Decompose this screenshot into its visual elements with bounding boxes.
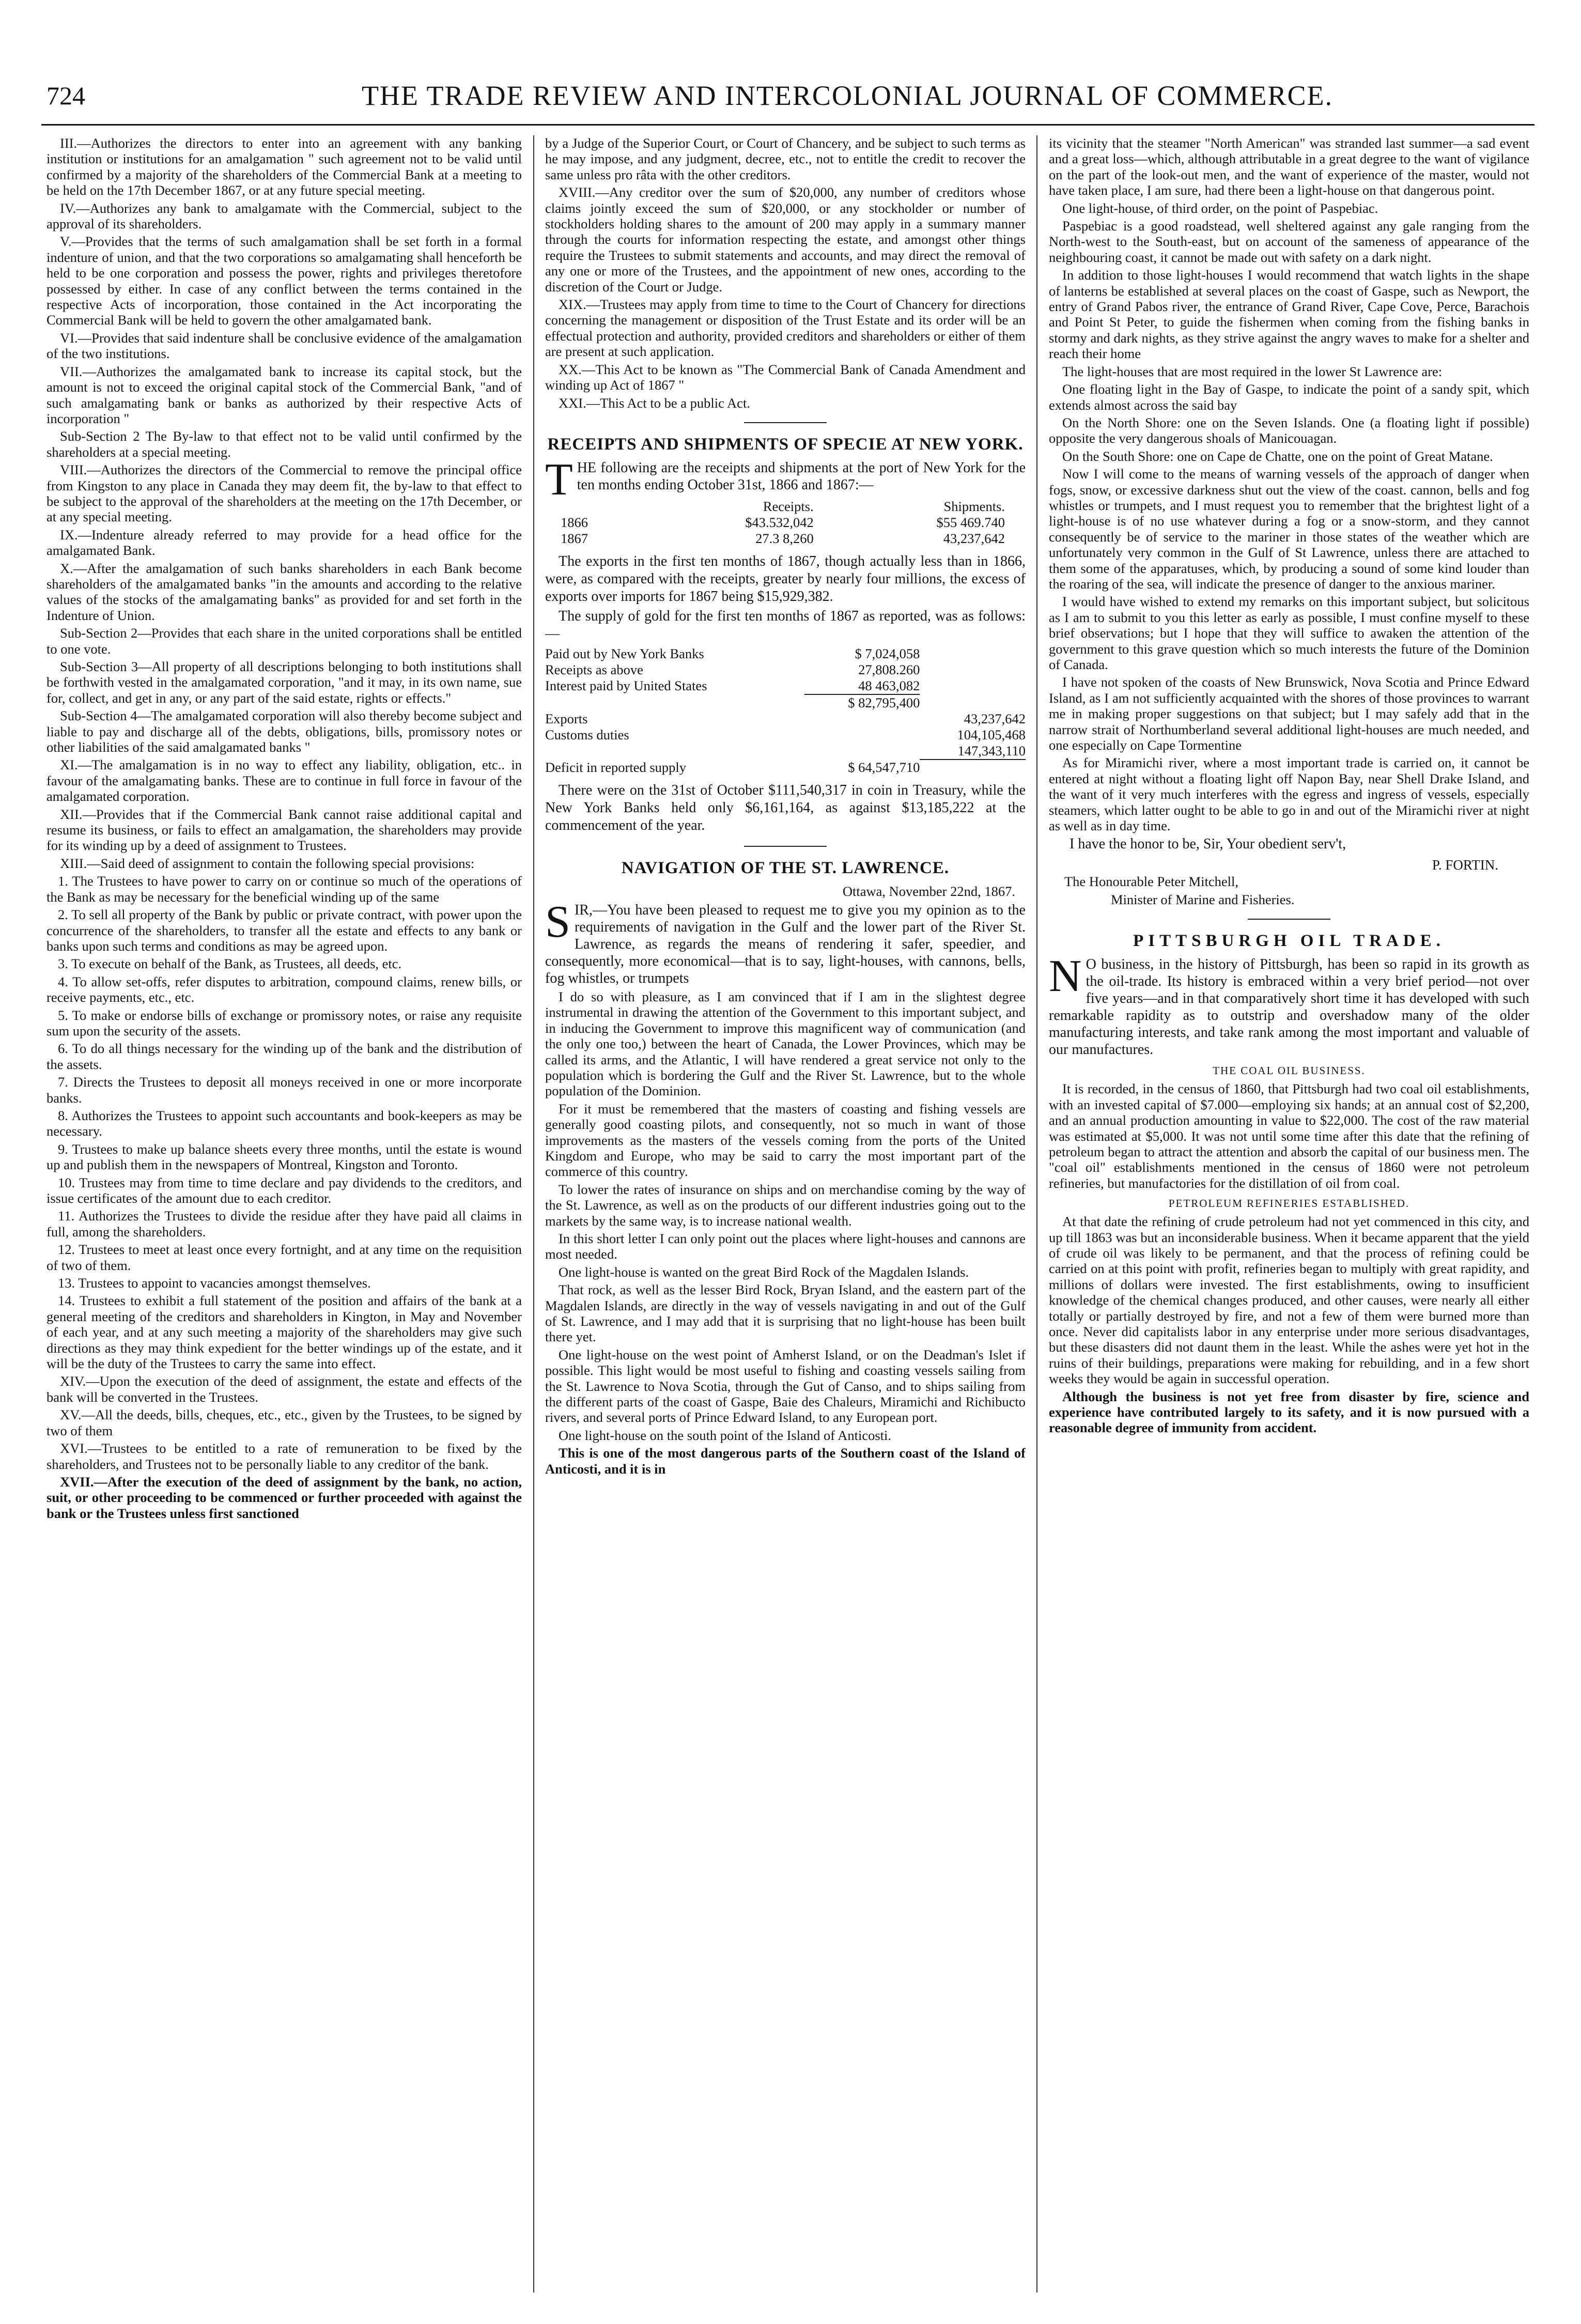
- clause-xii: XII.—Provides that if the Commercial Bank cannot raise additional capital and resume its business, or fails to effect an amalgamation, the shareholders may provide for its winding up by a deed of assignment to Trustees.: [47, 806, 522, 854]
- row-shipments: $55 469.740: [936, 514, 1005, 530]
- supply-label: Interest paid by United States: [545, 677, 707, 693]
- clause-x-sub3: Sub-Section 3—All property of all descriptions belonging to both institutions shall be forthwith vested in the amalgamated corporation, "and it may, in its own name, sue for, collect, and get in any, or any part of the said estate, rights or effects.": [47, 659, 522, 706]
- specie-intro: [545, 454, 1026, 505]
- navigation-para: I would have wished to extend my remarks on this important subject, but solicitous as I am to submit to you this letter as early as possible, I must confine myself to these brief observations; but I hope that they will suffice to awaken the attention of the government to this grave question which so much interests the future of the Dominion of Canada.: [1049, 594, 1529, 672]
- column-middle: [545, 135, 1026, 2295]
- oil-dropcap: N: [1049, 951, 1082, 1002]
- export-value: 104,105,468: [957, 726, 1026, 742]
- navigation-heading: NAVIGATION OF THE ST. LAWRENCE.: [621, 858, 950, 877]
- navigation-para: One light-house on the south point of the Island of Anticosti.: [559, 1427, 892, 1443]
- navigation-para: One light-house on the west point of Amherst Island, or on the Deadman's Islet if possible. This light would be most useful to fishing and coasting vessels sailing from the St. Lawrence to Nova Scotia, through the Gut of Canso, and to ships sailing from the different parts of the coast of Gaspe, Baie des Chaleurs, Miramichi and Richibucto rivers, and several ports of Prince Edward Island, to any European port.: [545, 1346, 1026, 1426]
- navigation-para-continued: its vicinity that the steamer "North American" was stranded last summer—a sad event and a great loss—which, although attributable in a great degree to the want of vigilance on the part of the look-out men, and the want of experience of the master, would not have taken place, I am sure, had there been a light-house on that dangerous point.: [1049, 135, 1529, 198]
- specie-para-coin: There were on the 31st of October $111,540,317 in coin in Treasury, while the New York Banks held only $6,161,164, as against $13,185,222 at the commencement of the year.: [545, 782, 1026, 833]
- clause-x-sub4: Sub-Section 4—The amalgamated corporation will also thereby become subject and liable to pay and discharge all of the debts, obligations, bills, promissory notes or other liabilities of the said amalgamated banks ": [47, 708, 522, 755]
- clause-vii: VII.—Authorizes the amalgamated bank to increase its capital stock, but the amount is not to exceed the original capital stock of the Commercial Bank, "and of such amalgamating bank or banks as authorized by their respective Acts of incorporation ": [47, 363, 522, 426]
- supply-label: Receipts as above: [545, 661, 643, 677]
- row-year: 1866: [561, 514, 588, 530]
- export-label: Exports: [545, 710, 588, 726]
- column-left: [47, 135, 522, 2295]
- specie-para-exports: The exports in the first ten months of 1867, though actually less than in 1866, were, as compared with the receipts, greater by nearly four millions, the excess of exports over imports for 1867 being $15,929,382.: [545, 553, 1026, 605]
- navigation-para: On the North Shore: one on the Seven Islands. One (a floating light if possible) opposite the very dangerous shoals of Manicouagan.: [1049, 414, 1529, 446]
- clause-x-sub2: Sub-Section 2—Provides that each share in the united corporations shall be entitled to one vote.: [47, 625, 522, 657]
- clause-v: V.—Provides that the terms of such amalgamation shall be set forth in a formal indenture of union, and that the two corporations so amalgamating shall henceforth be held to be one corporation and possess the power, rights and privileges theretofore possessed by either. In case of any conflict between the terms contained in the respective Acts of incorporation, those contained in the Act incorporating the Commercial Bank will be held to govern the other amalgamated bank.: [47, 234, 522, 328]
- row-receipts: 27.3 8,260: [755, 530, 814, 546]
- provision-item: 4. To allow set-offs, refer disputes to arbitration, compound claims, renew bills, or receive payments, etc., etc.: [47, 973, 522, 1005]
- provision-item: 9. Trustees to make up balance sheets every three months, until the estate is wound up and publish them in the newspapers of Montreal, Kingston and Toronto.: [47, 1141, 522, 1173]
- navigation-intro-text: IR,—You have been pleased to request me to give you my opinion as to the requirements of navigation in the Gulf and the lower part of the River St. Lawrence, as regards the means of rendering it safer, speedier, and consequently, more economical—that is to say, light-houses, with cannons, bells, fog whistles, or trumpets: [545, 902, 1026, 986]
- provision-item: 12. Trustees to meet at least once every fortnight, and at any time on the requisition of two of them.: [47, 1242, 522, 1273]
- supply-value: 48 463,082: [804, 678, 920, 694]
- clause-iv: IV.—Authorizes any bank to amalgamate with the Commercial, subject to the approval of its shareholders.: [47, 200, 522, 232]
- refineries-para-end: Although the business is not yet free from disaster by fire, science and experience have contributed largely to its safety, and it is now pursued with a reasonable degree of immunity from accident.: [1049, 1388, 1529, 1436]
- section-rule: [744, 422, 827, 423]
- navigation-para: One light-house is wanted on the great Bird Rock of the Magdalen Islands.: [559, 1264, 969, 1280]
- row-shipments: 43,237,642: [943, 530, 1005, 546]
- header-rule: [41, 124, 1535, 126]
- supply-total: $ 82,795,400: [848, 694, 920, 710]
- column-right: [1049, 135, 1529, 2295]
- oil-intro: [1049, 951, 1529, 1058]
- navigation-para: One floating light in the Bay of Gaspe, to indicate the point of a sandy spit, which extends almost across the said bay: [1049, 381, 1529, 413]
- provision-item: 2. To sell all property of the Bank by public or private contract, with power upon the concurrence of the shareholders, to transfer all the estate and effects to any bank or banks upon such terms and conditions as may be agreed upon.: [47, 907, 522, 954]
- navigation-para: To lower the rates of insurance on ships and on merchandise coming by the way of the St. Lawrence, as well as on the products of our different industries going out to the markets by the same way, is to increase national wealth.: [545, 1181, 1026, 1229]
- specie-para-supply: The supply of gold for the first ten months of 1867 as reported, was as follows:—: [545, 608, 1026, 642]
- specie-intro-text: HE following are the receipts and shipments at the port of New York for the ten months ending October 31st, 1866 and 1867:—: [577, 459, 1026, 493]
- provision-item: 10. Trustees may from time to time declare and pay dividends to the creditors, and issue certificates of the amount due to each creditor.: [47, 1174, 522, 1206]
- table-row: [545, 646, 1026, 662]
- navigation-para: One light-house, of third order, on the point of Paspebiac.: [1062, 200, 1378, 216]
- addressee-title: Minister of Marine and Fisheries.: [1111, 891, 1295, 907]
- provision-item: 13. Trustees to appoint to vacancies amongst themselves.: [58, 1275, 371, 1291]
- provision-item: 6. To do all things necessary for the winding up of the bank and the distribution of the assets.: [47, 1041, 522, 1072]
- specie-table: [545, 499, 1026, 547]
- coal-oil-subheading: THE COAL OIL BUSINESS.: [1213, 1064, 1366, 1077]
- clause-ix: IX.—Indenture already referred to may provide for a head office for the amalgamated Bank.: [47, 526, 522, 559]
- specie-dropcap: T: [545, 454, 573, 505]
- provision-item: 3. To execute on behalf of the Bank, as Trustees, all deeds, etc.: [58, 956, 402, 972]
- clause-iii: III.—Authorizes the directors to enter into an agreement with any banking institution or institutions for an amalgamation " such agreement not to be valid until confirmed by a majority of the shareholders of the Commercial Bank at a meeting to be held on the 17th December 1867, or at any future special meeting.: [47, 135, 522, 198]
- table-row: [545, 531, 1026, 547]
- letter-addressee: [1049, 874, 1529, 907]
- table-row: [545, 662, 1026, 678]
- clause-xvii: XVII.—After the execution of the deed of assignment by the bank, no action, suit, or other proceeding to be commenced or further proceeded with against the bank or the Trustees unless first sanctioned: [47, 1474, 522, 1521]
- specie-table-header: [545, 499, 1026, 515]
- navigation-dateline: Ottawa, November 22nd, 1867.: [842, 883, 1015, 899]
- clause-xx: XX.—This Act to be known as "The Commercial Bank of Canada Amendment and winding up Act of 1867 ": [545, 361, 1026, 393]
- deficit-label: Deficit in reported supply: [545, 759, 687, 775]
- navigation-para: This is one of the most dangerous parts of the Southern coast of the Island of Anticosti, and it is in: [545, 1445, 1026, 1477]
- navigation-dropcap: S: [545, 896, 570, 947]
- navigation-para: Paspebiac is a good roadstead, well sheltered against any gale ranging from the North-west to the South-east, but on account of the sameness of appearance of the neighbouring coast, it cannot be made out with safety on a dark night.: [1049, 218, 1529, 265]
- oil-intro-text: O business, in the history of Pittsburgh, has been so rapid in its growth as the oil-trade. Its history is embraced within a very brief period—not over five years—and in that comparatively short time it has developed with such remarkable rapidity as to outstrip and overshadow many of the older manufacturing interests, and take rank among the most important and valuable of our manufactures.: [1049, 956, 1529, 1058]
- shipments-header: Shipments.: [943, 498, 1005, 514]
- clause-xvii-continued: by a Judge of the Superior Court, or Court of Chancery, and be subject to such terms as he may impose, and any judgment, decree, etc., not to entitle the credit to recover the same unless pro râta with the other creditors.: [545, 135, 1026, 182]
- clause-vi: VI.—Provides that said indenture shall be conclusive evidence of the amalgamation of the two institutions.: [47, 330, 522, 362]
- section-rule: [744, 846, 827, 847]
- supply-value: $ 7,024,058: [855, 645, 920, 661]
- supply-value: 27,808.260: [858, 661, 920, 677]
- row-year: 1867: [561, 530, 588, 546]
- oil-trade-heading: PITTSBURGH OIL TRADE.: [1133, 932, 1445, 951]
- table-row: [545, 711, 1026, 727]
- clause-vii-sub2: Sub-Section 2 The By-law to that effect not to be valid until confirmed by the shareholders at a special meeting.: [47, 428, 522, 460]
- letter-closing: I have the honor to be, Sir, Your obedient serv't,: [1070, 836, 1346, 853]
- clause-viii: VIII.—Authorizes the directors of the Commercial to remove the principal office from Kingston to any place in Canada they may deem fit, the by-law to that effect to be subject to the approval of the shareholders at the meeting on the 17th December, or at any special meeting.: [47, 462, 522, 525]
- export-label: Customs duties: [545, 726, 629, 742]
- refineries-para: At that date the refining of crude petroleum had not yet commenced in this city, and up till 1863 was but an inconsiderable business. When it became apparent that the yield of crude oil was likely to be permanent, and that the process of refining could be carried on at this point with profit, refineries began to multiply with great rapidity, and millions of dollars were invested. The first establishments, owing to insufficient knowledge of the chemical changes produced, and other causes, were nearly all either totally or partially destroyed by fire, and not a few of them were burned more than once. Never did capitalists labor in any enterprise under more serious disadvantages, but these disasters did not daunt them in the least. While the ashes were yet hot in the ruins of their buildings, preparations were making for rebuilding, and in a few short weeks they would be again in successful operation.: [1049, 1214, 1529, 1387]
- navigation-para: I do so with pleasure, as I am convinced that if I am in the slightest degree instrumental in drawing the attention of the Government to this important subject, and in inducing the Government to improve this magnificent way of communication (and the only one too,) between the heart of Canada, the Lower Provinces, which may be called its arms, and the Atlantic, I will have rendered a great service not only to the population which is bordering the Gulf and the River St. Lawrence, but to the whole population of the Dominion.: [545, 988, 1026, 1099]
- clause-xix: XIX.—Trustees may apply from time to time to the Court of Chancery for directions concerning the management or disposition of the Trust Estate and its order will be an effectual protection and authority, provided creditors and shareholders or either of them are present at such application.: [545, 297, 1026, 360]
- export-value: 43,237,642: [964, 710, 1026, 726]
- refineries-subheading: PETROLEUM REFINERIES ESTABLISHED.: [1168, 1197, 1410, 1210]
- column-divider-right: [1036, 135, 1037, 2292]
- page-header: [41, 72, 1529, 119]
- clause-xvi: XVI.—Trustees to be entitled to a rate of remuneration to be fixed by the shareholders, and Trustees not to be personally liable to any creditor of the bank.: [47, 1440, 522, 1472]
- table-row: [545, 694, 1026, 711]
- provision-item: 14. Trustees to exhibit a full statement of the position and affairs of the bank at a general meeting of the creditors and shareholders in Kington, in May and November of each year, and at any such meeting a majority of the shareholders may give such directions as they may think expedient for the better windings up of the estate, and it will be the duty of the Trustees to carry the same into effect.: [47, 1293, 522, 1372]
- clause-xxi: XXI.—This Act to be a public Act.: [559, 395, 750, 411]
- clause-xiv: XIV.—Upon the execution of the deed of assignment, the estate and effects of the bank will be converted in the Trustees.: [47, 1373, 522, 1405]
- page-number: 724: [47, 81, 85, 110]
- navigation-intro: [545, 896, 1026, 987]
- table-row: [545, 727, 1026, 743]
- navigation-para: On the South Shore: one on Cape de Chatte, one on the point of Great Matane.: [1062, 448, 1493, 464]
- coal-oil-para: It is recorded, in the census of 1860, that Pittsburgh had two coal oil establishments, with an invested capital of $7.000—employing six hands; at an annual cost of $2,200, and an annual production amounting in value to $22,000. The cost of the raw material was estimated at $5,000. It was not until some time after this date that the refining of petroleum began to attract the attention and absorb the capital of our business men. The "coal oil" establishments mentioned in the census of 1860 were not petroleum refineries, but manufactories for the distillation of oil from coal.: [1049, 1081, 1529, 1191]
- table-row: [545, 760, 1026, 776]
- navigation-para: Now I will come to the means of warning vessels of the approach of danger when fogs, snow, or excessive darkness shut out the view of the coast. cannon, bells and fog whistles or trumpets, and I must request you to remember that the brightest light of a light-house is of no use whatever during a fog or a snow-storm, and they cannot consequently be of service to the mariner in those states of the weather which are unfortunately very common in the Gulf of St Lawrence, unless there are attached to them some of the apparatuses, which, by producing a sound of some kind louder than the roaring of the sea, will indicate the presence of danger to the anxious mariner.: [1049, 466, 1529, 592]
- row-receipts: $43.532,042: [745, 514, 814, 530]
- clause-xi: XI.—The amalgamation is in no way to effect any liability, obligation, etc.. in favour of the amalgamating banks. These are to continue in full force in favour of the amalgamated corporation.: [47, 757, 522, 804]
- receipts-header: Receipts.: [763, 498, 814, 514]
- navigation-para: That rock, as well as the lesser Bird Rock, Bryan Island, and the eastern part of the Magdalen Islands, are directly in the way of vessels navigating in and out of the Gulf of St. Lawrence, and I may add that it is surprising that no light-house has been built there yet.: [545, 1282, 1026, 1345]
- provision-item: 1. The Trustees to have power to carry on or continue so much of the operations of the Bank as may be necessary for the beneficial winding up of the same: [47, 873, 522, 905]
- table-row: [545, 515, 1026, 531]
- table-row: [545, 743, 1026, 760]
- clause-xv: XV.—All the deeds, bills, cheques, etc., etc., given by the Trustees, to be signed by two of them: [47, 1407, 522, 1438]
- clause-xviii: XVIII.—Any creditor over the sum of $20,000, any number of creditors whose claims jointly exceed the sum of $20,000, or any stockholder or number of stockholders holding shares to the amount of 200 may apply in a summary manner through the courts for information respecting the estate, and amongst other things require the Trustees to submit statements and accounts, and may direct the removal of any one or more of the Trustees, and the appointment of new ones, according to the discretion of the Court or Judge.: [545, 184, 1026, 295]
- export-total: 147,343,110: [920, 743, 1026, 760]
- specie-heading: RECEIPTS AND SHIPMENTS OF SPECIE AT NEW YORK.: [547, 435, 1024, 454]
- navigation-para: I have not spoken of the coasts of New Brunswick, Nova Scotia and Prince Edward Island, as I am not sufficiently acquainted with the shores of those provinces to warrant me in making proper suggestions on that subject; but I may safely add that in the narrow strait of Northumberland several additional light-houses are much needed, and one especially on Cape Tormentine: [1049, 674, 1529, 753]
- addressee-name: The Honourable Peter Mitchell,: [1064, 874, 1239, 890]
- provision-item: 5. To make or endorse bills of exchange or promissory notes, or raise any requisite sum upon the security of the assets.: [47, 1007, 522, 1039]
- navigation-para: For it must be remembered that the masters of coasting and fishing vessels are generally good coasting pilots, and consequently, not so much in want of those improvements as the masters of the vessels coming from the ports of the United Kingdom and Europe, who may be said to carry the most important part of the commerce of this country.: [545, 1101, 1026, 1180]
- supply-table: [545, 646, 1026, 776]
- provision-item: 7. Directs the Trustees to deposit all moneys received in one or more incorporate banks.: [47, 1074, 522, 1106]
- provision-item: 8. Authorizes the Trustees to appoint such accountants and book-keepers as may be necessary.: [47, 1107, 522, 1139]
- supply-label: Paid out by New York Banks: [545, 645, 704, 661]
- deficit-value: $ 64,547,710: [848, 759, 920, 775]
- letter-signature: P. FORTIN.: [1432, 857, 1498, 873]
- running-title: THE TRADE REVIEW AND INTERCOLONIAL JOURNAL OF COMMERCE.: [362, 80, 1333, 111]
- section-rule: [1248, 919, 1330, 920]
- clause-x: X.—After the amalgamation of such banks shareholders in each Bank become shareholders of the amalgamated banks "in the amounts and according to the relative values of the stocks of the amalgamating banks" as provided for and set forth in the Indenture of Union.: [47, 560, 522, 623]
- navigation-para: The light-houses that are most required in the lower St Lawrence are:: [1062, 363, 1443, 379]
- navigation-para: As for Miramichi river, where a most important trade is carried on, it cannot be entered at night without a floating light off Napon Bay, near Shell Drake Island, and the want of it very much interferes with the egress and ingress of vessels, especially steamers, which latter ought to be able to go in and out of the Miramichi river at night as well as in day time.: [1049, 755, 1529, 834]
- navigation-para: In addition to those light-houses I would recommend that watch lights in the shape of lanterns be established at several places on the coast of Gaspe, such as Newport, the entry of Grand Pabos river, the entrance of Grand River, Cape Cove, Perce, Barachois and Point St Peter, to guide the fishermen when coming from the fishing banks in stormy and dark nights, as they strive against the angry waves to make for a shelter and reach their home: [1049, 267, 1529, 362]
- provision-item: 11. Authorizes the Trustees to divide the residue after they have paid all claims in full, among the shareholders.: [47, 1208, 522, 1240]
- navigation-para: In this short letter I can only point out the places where light-houses and cannons are most needed.: [545, 1231, 1026, 1262]
- table-row: [545, 678, 1026, 694]
- column-divider-left: [533, 135, 534, 2292]
- clause-xiii: XIII.—Said deed of assignment to contain the following special provisions:: [60, 855, 475, 871]
